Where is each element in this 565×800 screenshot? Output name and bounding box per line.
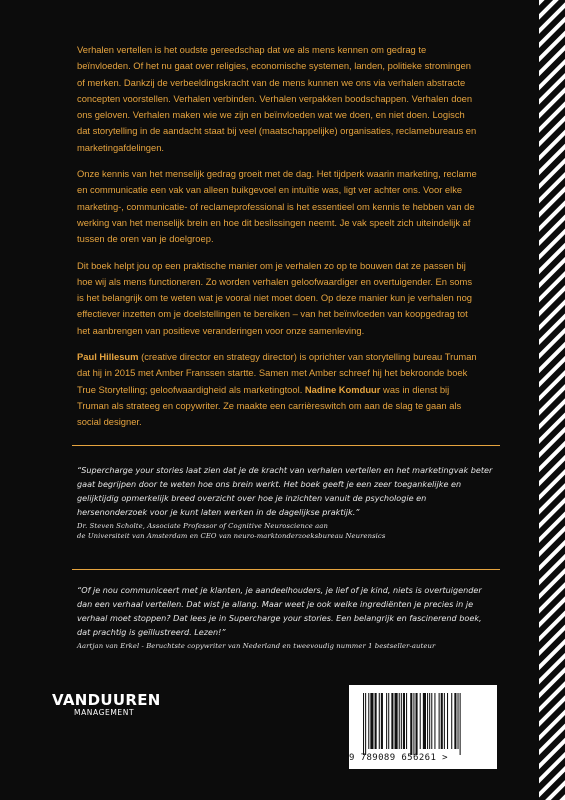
barcode-bar — [429, 693, 430, 749]
paragraph-intro: Verhalen vertellen is het oudste gereedschap dat we als mens kennen om gedrag te beïnvloeden. Of het nu gaat over religies, economische systemen, landen, politieke stromingen of merken. Dankzij de verbeeldingskracht van de mens kunnen we ons via verhalen abstracte concepten voorstellen. Verhalen verbinden. Verhalen verpakken boodschappen. Verhalen doen ons geloven. Verhalen maken wie we zijn en beïnvloeden wat we doen, en niet doen. Logisch dat storytelling in de aandacht staat bij veel (maatschappelijke) organisaties, reclamebureaus en marketingafdelingen. — [77, 44, 477, 153]
author-bio: was in dienst bij Truman als strateeg en copywriter. Ze maakte een carrièreswitch om aan de slag te gaan als social designer. — [77, 383, 462, 428]
barcode-bar — [363, 693, 364, 755]
back-cover-text — [77, 42, 480, 441]
publisher-logo — [52, 692, 161, 717]
barcode-bar — [441, 693, 443, 749]
quote-attribution: de Universiteit van Amsterdam en CEO van neuro-marktonderzoeksbureau Neurensics — [77, 531, 386, 540]
diagonal-stripes-decoration — [539, 0, 565, 800]
barcode-bar — [388, 693, 389, 749]
barcode-bar — [381, 693, 383, 749]
barcode-bar — [375, 693, 377, 749]
barcode-bar — [413, 693, 414, 755]
barcode-bar — [406, 693, 407, 749]
quote-attribution: Aartjan van Erkel - Beruchtste copywriter van Nederland en tweevoudig nummer 1 bestseller-auteur — [77, 642, 436, 650]
barcode-bar — [458, 693, 459, 749]
barcode-bar — [403, 693, 405, 749]
barcode-bar — [431, 693, 432, 749]
paragraph-book-purpose: Dit boek helpt jou op een praktische manier om je verhalen zo op te bouwen dat ze passen bij hoe wij als mens functioneren. Zo worden verhalen geloofwaardiger en overtuigender. En soms is het belangrijk om te weten wat je vooral niet moet doen. Op deze manier kun je verhalen nog effectiever inzetten om je doelstellingen te bereiken – van het beïnvloeden van koopgedrag tot het aanbrengen van positieve veranderingen voor onze samenleving. — [77, 259, 473, 336]
endorsement-quote — [77, 463, 497, 541]
author-name: Nadine Komduur — [304, 383, 381, 395]
barcode-bar — [451, 693, 452, 749]
publisher-imprint: MANAGEMENT — [74, 708, 135, 717]
barcode-bar — [365, 693, 366, 755]
barcode-bar — [379, 693, 380, 749]
publisher-name: VANDUUREN — [52, 691, 161, 709]
barcode-bar — [386, 693, 387, 749]
paragraph-knowledge: Onze kennis van het menselijk gedrag groeit met de dag. Het tijdperk waarin marketing, reclame en communicatie een vak van alleen buikgevoel en intuïtie was, ligt ver achter ons. Voor elke marketing-, communicatie- of reclameprofessional is het essentieel om kennis te hebben van de werking van het menselijk brein en hoe dit beslissingen neemt. Je vak speelt zich uiteindelijk af tussen de oren van je doelgroep. — [77, 168, 477, 245]
quote-text: “Of je nou communiceert met je klanten, je aandeelhouders, je lief of je kind, niets is overtuigender dan een verhaal vertellen. Dat wist je allang. Maar weet je ook welke ingrediënten je precies in je verhaal moet stoppen? Dat lees je in Supercharge your stories. Een belangrijk en fascinerend boek, dat prachtig is geïllustreerd. Lezen!” — [77, 585, 482, 637]
barcode-bar — [370, 693, 373, 749]
barcode-bar — [447, 693, 448, 749]
author-name: Paul Hillesum — [77, 351, 139, 363]
barcode-bar — [460, 693, 461, 755]
divider-line — [72, 445, 500, 446]
barcode-bar — [410, 693, 412, 755]
divider-line — [72, 569, 500, 570]
barcode-bar — [395, 693, 398, 749]
barcode-bar — [420, 693, 421, 749]
barcode-bar — [439, 693, 440, 749]
barcode-bar — [454, 693, 456, 749]
barcode-bar — [427, 693, 428, 749]
author-bio: (creative director en strategy director) is oprichter van storytelling bureau Truman dat hij in 2015 met Amber Franssen startte. Samen met Amber schreef hij het bekroonde boek True Storytelling; geloofwaardigheid als marketingtool. — [77, 351, 477, 395]
barcode-bar — [444, 693, 445, 749]
barcode-bar — [391, 693, 393, 749]
barcode-bar — [399, 693, 400, 749]
isbn-number: 9 789089 656261 > — [349, 753, 448, 763]
quote-text: “Supercharge your stories laat zien dat je de kracht van verhalen vertellen en het marketingvak beter gaat begrijpen door te weten hoe ons brein werkt. Het boek geeft je een zeer toegankelijke en gelijktijdig opmerkelijk breed overzicht over hoe je inzichten vanuit de psychologie en hersenonderzoek voor je kunt laten werken in de dagelijkse praktijk.” — [77, 465, 493, 517]
paragraph-authors — [77, 349, 480, 430]
endorsement-quote — [77, 583, 497, 652]
isbn-barcode — [349, 685, 497, 769]
barcode-bar — [434, 693, 435, 749]
barcode-bar — [416, 693, 418, 755]
barcode-bar — [368, 693, 369, 749]
quote-attribution: Dr. Steven Scholte, Associate Professor of Cognitive Neuroscience aan — [77, 522, 328, 530]
barcode-bar — [423, 693, 426, 749]
barcode-bar — [401, 693, 402, 749]
